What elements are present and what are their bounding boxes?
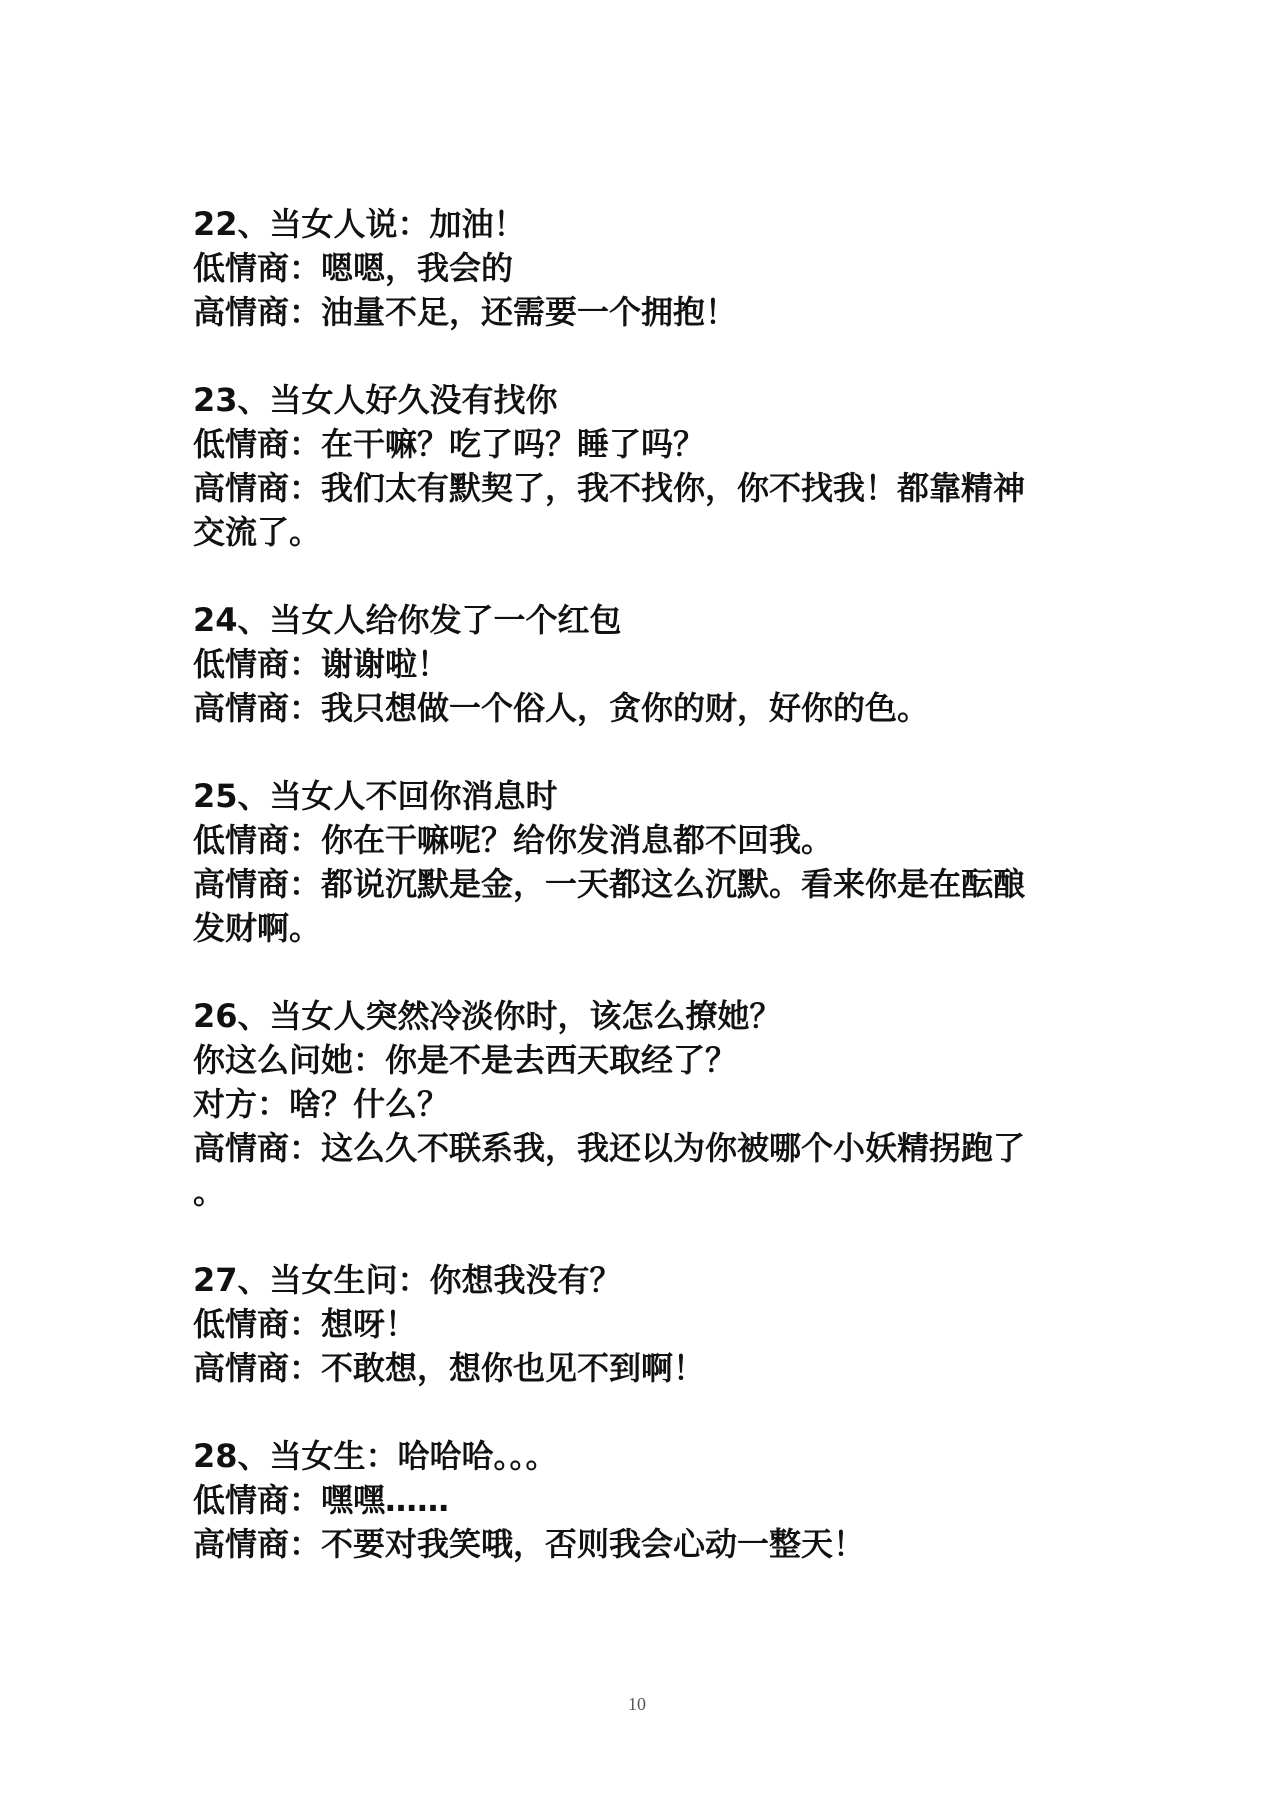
response-line: 低情商：你在干嘛呢？给你发消息都不回我。 (193, 821, 834, 859)
response-line: 高情商：我只想做一个俗人，贪你的财，好你的色。 (193, 689, 930, 727)
qa-section-25 (193, 774, 1093, 950)
response-line: 。 (193, 1173, 226, 1211)
response-line: 低情商：想呀！ (193, 1305, 418, 1343)
response-line: 对方：啥？什么？ (193, 1085, 450, 1123)
response-line: 高情商：油量不足，还需要一个拥抱！ (193, 293, 738, 331)
document-content (193, 202, 1093, 1610)
qa-section-22 (193, 202, 1093, 334)
response-line: 高情商：这么久不联系我，我还以为你被哪个小妖精拐跑了 (193, 1129, 1026, 1167)
response-line: 低情商：嗯嗯，我会的 (193, 249, 514, 287)
section-title: 27、当女生问：你想我没有？ (193, 1261, 622, 1299)
response-line: 低情商：嘿嘿…… (193, 1481, 450, 1519)
response-line: 交流了。 (193, 513, 322, 551)
response-line: 高情商：不敢想，想你也见不到啊！ (193, 1349, 706, 1387)
section-title: 23、当女人好久没有找你 (193, 381, 558, 419)
qa-section-26 (193, 994, 1093, 1214)
response-line: 你这么问她：你是不是去西天取经了？ (193, 1041, 738, 1079)
section-title: 22、当女人说：加油！ (193, 205, 526, 243)
response-line: 发财啊。 (193, 909, 322, 947)
response-line: 低情商：在干嘛？吃了吗？睡了吗？ (193, 425, 706, 463)
page-number: 10 (628, 1694, 646, 1714)
section-title: 28、当女生：哈哈哈。。。 (193, 1437, 558, 1475)
qa-section-28 (193, 1434, 1093, 1566)
response-line: 低情商：谢谢啦！ (193, 645, 450, 683)
section-title: 26、当女人突然冷淡你时，该怎么撩她？ (193, 997, 782, 1035)
section-title: 24、当女人给你发了一个红包 (193, 601, 622, 639)
section-title: 25、当女人不回你消息时 (193, 777, 558, 815)
response-line: 高情商：我们太有默契了，我不找你，你不找我！都靠精神 (193, 469, 1026, 507)
qa-section-23 (193, 378, 1093, 554)
qa-section-27 (193, 1258, 1093, 1390)
response-line: 高情商：都说沉默是金，一天都这么沉默。看来你是在酝酿 (193, 865, 1026, 903)
qa-section-24 (193, 598, 1093, 730)
response-line: 高情商：不要对我笑哦，否则我会心动一整天！ (193, 1525, 866, 1563)
